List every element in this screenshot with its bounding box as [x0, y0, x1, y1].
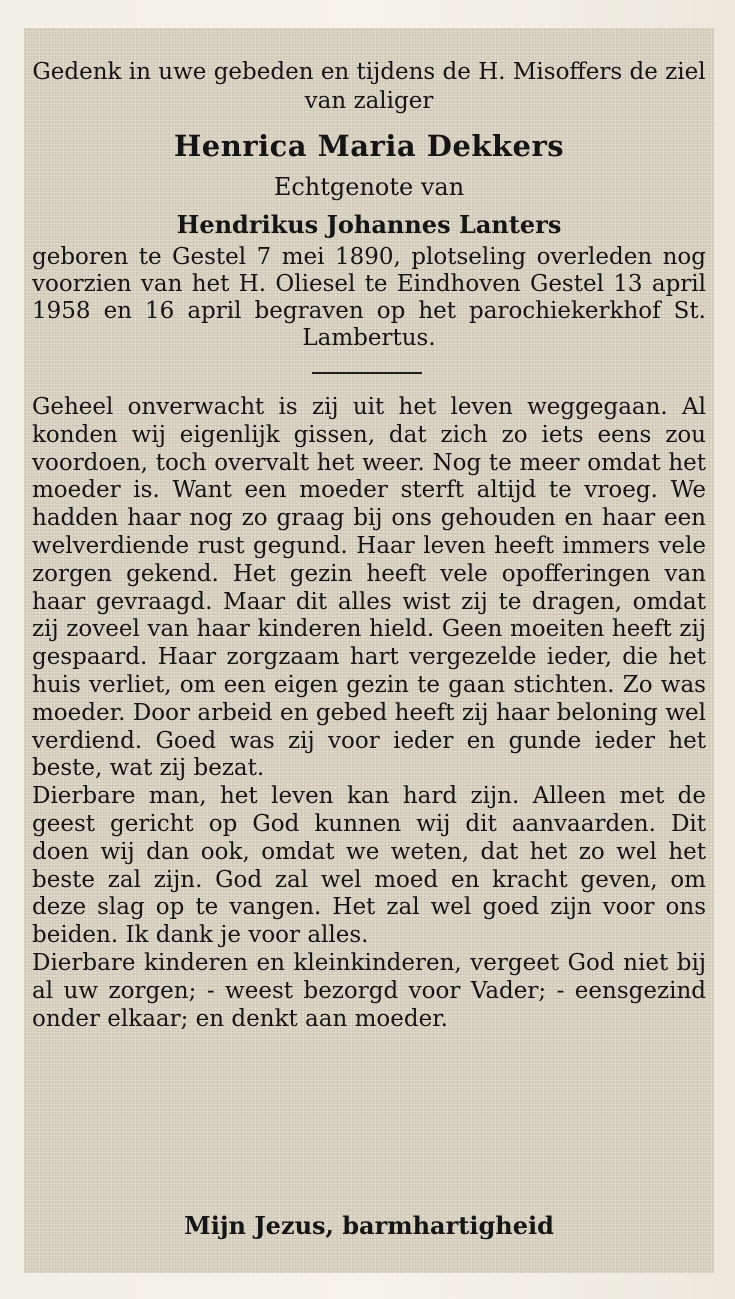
birth-death-details: geboren te Gestel 7 mei 1890, plotseling overleden nog voorzien van het H. Oliesel te Eindhoven Gestel 13 april 1958 en 16 april begraven op het parochiekerkhof St. Lambertus. [32, 244, 706, 351]
spouse-name: Hendrikus Johannes Lanters [176, 210, 562, 239]
intro-text: Gedenk in uwe gebeden en tijdens de H. Misoffers de ziel van zaliger [32, 59, 706, 114]
paragraph-children: Dierbare kinderen en kleinkinderen, vergeet God niet bij al uw zorgen; - weest bezorgd voor Vader; - eensgezind onder elkaar; en denkt aan moeder. [32, 949, 706, 1032]
deceased-name: Henrica Maria Dekkers [173, 129, 565, 163]
divider [312, 372, 422, 374]
body-text [32, 394, 706, 1033]
paragraph-husband: Dierbare man, het leven kan hard zijn. Alleen met de geest gericht op God kunnen wij dit aanvaarden. Dit doen wij dan ook, omdat we weten, dat het zo wel het beste zal zijn. God zal wel moed en kracht geven, om deze slag op te vangen. Het zal wel goed zijn voor ons beiden. Ik dank je voor alles. [32, 783, 706, 949]
paragraph-tribute: Geheel onverwacht is zij uit het leven weggegaan. Al konden wij eigenlijk gissen, dat zich zo iets eens zou voordoen, toch overvalt het weer. Nog te meer omdat het moeder is. Want een moeder sterft altijd te vroeg. We hadden haar nog zo graag bij ons gehouden en haar een welverdiende rust gegund. Haar leven heeft immers vele zorgen gekend. Het gezin heeft vele opofferingen van haar gevraagd. Maar dit alles wist zij te dragen, omdat zij zoveel van haar kinderen hield. Geen moeiten heeft zij gespaard. Haar zorgzaam hart vergezelde ieder, die het huis verliet, om een eigen gezin te gaan stichten. Zo was moeder. Door arbeid en gebed heeft zij haar beloning wel verdiend. Goed was zij voor ieder en gunde ieder het beste, wat zij bezat. [32, 394, 706, 782]
spouse-label: Echtgenote van [273, 173, 465, 201]
closing-prayer: Mijn Jezus, barmhartigheid [184, 1211, 554, 1240]
